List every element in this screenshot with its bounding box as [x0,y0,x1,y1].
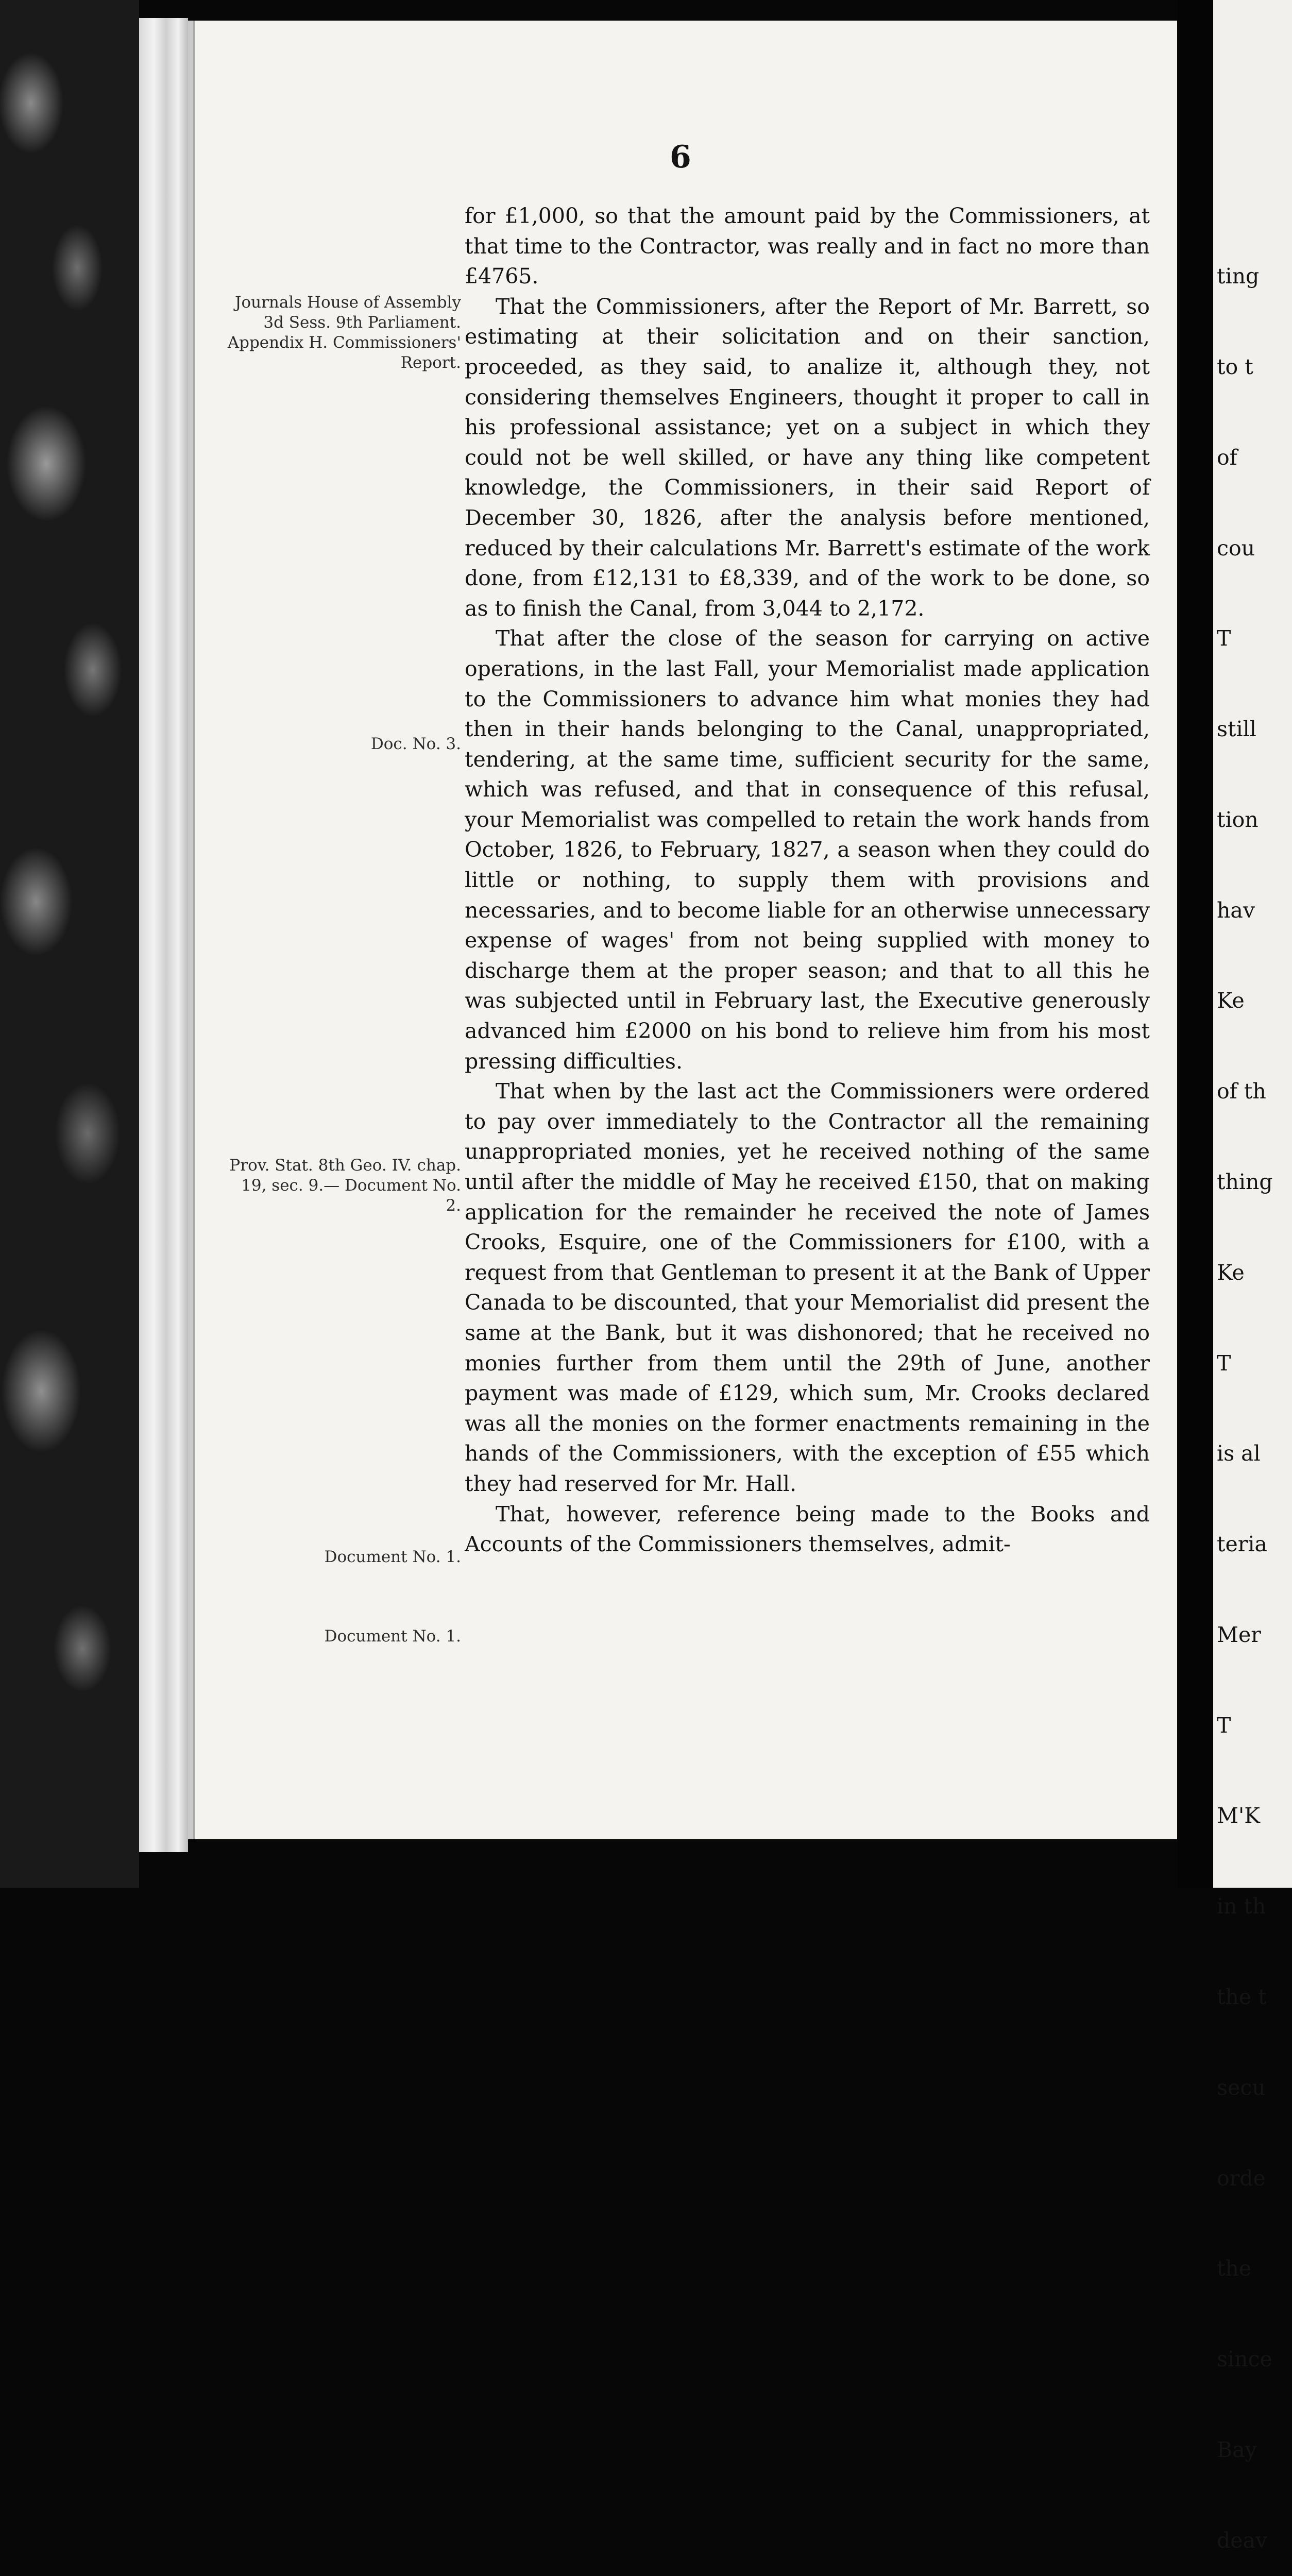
margin-note: Prov. Stat. 8th Geo. IV. chap. 19, sec. 9.— Document No. 2. [229,1156,461,1215]
paragraph: That, however, reference being made to the Books and Accounts of the Commissioners themselves, admit- [465,1501,1150,1557]
facing-line: M'K [1217,1803,1260,1828]
facing-line: Ke [1217,988,1245,1013]
facing-line: secu [1217,2075,1266,2100]
facing-line: of [1217,445,1237,470]
facing-line: still [1217,717,1256,742]
facing-line: to t [1217,354,1253,379]
facing-line: ting [1217,264,1260,289]
facing-line: Mer [1217,1622,1261,1647]
margin-note: Doc. No. 3. [370,735,461,753]
facing-line: since [1217,2347,1272,2372]
facing-page-text [1217,201,1292,2576]
facing-line: T [1217,626,1231,651]
facing-line: thing [1217,1170,1273,1194]
paragraph: for £1,000, so that the amount paid by the Commissioners, at that time to the Contractor, was really and in fact no more than £4765. [465,204,1150,289]
facing-line: Bay [1217,2437,1257,2462]
facing-line: the t [1217,1985,1267,2010]
facing-line: Ke [1217,1260,1245,1285]
margin-note: Document No. 1. [324,1627,461,1646]
facing-line: teria [1217,1532,1267,1557]
facing-line: deav [1217,2528,1268,2553]
facing-line: tion [1217,807,1259,832]
facing-line: of th [1217,1079,1266,1104]
facing-line: orde [1217,2165,1266,2191]
marbled-endpaper [0,0,139,1888]
facing-line: T [1217,1350,1231,1376]
page-edges [139,18,188,1852]
margin-note: Document No. 1. [324,1548,461,1566]
facing-line: hav [1217,897,1255,923]
paragraph: That after the close of the season for carrying on active operations, in the last Fall, your Memorialist made application to the Commissioners to advance him what monies they had then in their hands belonging to the Canal, unappropriated, tendering, at the same time, sufficient security for the same, which was refused, and that in consequence of this refusal, your Memorialist was compelled to retain the work hands from October, 1826, to February, 1827, a season when they could do little or nothing, to supply them with provisions and necessaries, and to become liable for an otherwise unnecessary expense of wages' from not being supplied with money to discharge them at the proper season; and that to all this he was subjected until in February last, the Executive generously advanced him £2000 on his bond to relieve him from his most pressing difficulties. [465,626,1150,1074]
page-number: 6 [670,139,691,175]
facing-line: T [1217,1713,1231,1738]
facing-line: cou [1217,535,1255,561]
margin-note: Journals House of Assembly 3d Sess. 9th Parliament. Appendix H. Commissioners' Report. [227,293,461,372]
facing-line: in th [1217,1894,1266,1919]
paragraph: That the Commissioners, after the Report of Mr. Barrett, so estimating at their solicitation and on their sanction, proceeded, as they said, to analize it, although they, not considering themselves Engineers, thought it proper to call in his professional assistance; yet on a subject in which they could not be well skilled, or have any thing like competent knowledge, the Commissioners, in their said Report of December 30, 1826, after the analysis before mentioned, reduced by their calculations Mr. Barrett's estimate of the work done, from £12,131 to £8,339, and of the work to be done, so as to finish the Canal, from 3,044 to 2,172. [465,294,1150,621]
paragraph: That when by the last act the Commissioners were ordered to pay over immediately to the Contractor all the remaining unappropriated monies, yet he received nothing of the same until after the middle of May he received £150, that on making application for the remainder he received the note of James Crooks, Esquire, one of the Commissioners for £100, with a request from that Gentleman to present it at the Bank of Upper Canada to be discounted, that your Memorialist did present the same at the Bank, but it was dishonored; that he received no monies further from them until the 29th of June, another payment was made of £129, which sum, Mr. Crooks declared was all the monies on the former enactments remaining in the hands of the Commissioners, with the exception of £55 which they had reserved for Mr. Hall. [465,1079,1150,1496]
facing-line: is al [1217,1441,1261,1466]
book-gutter [1177,0,1213,1888]
facing-line: the [1217,2256,1252,2281]
main-text [465,201,1150,1560]
